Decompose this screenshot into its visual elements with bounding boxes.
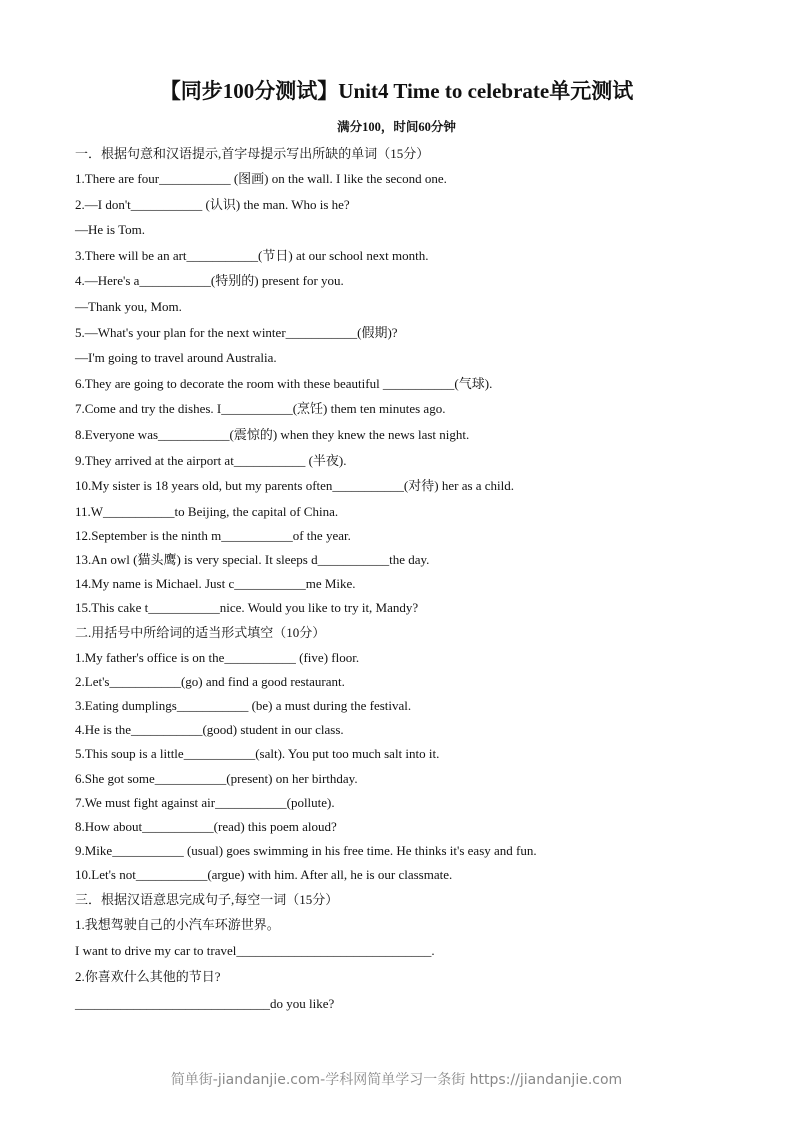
question-line: 12.September is the ninth m___________of the year. xyxy=(75,527,351,543)
question-line: 6.They are going to decorate the room with these beautiful ___________(气球). xyxy=(75,375,493,391)
question-line: 10.Let's not___________(argue) with him. After all, he is our classmate. xyxy=(75,867,453,883)
question-line: 13.An owl (猫头鹰) is very special. It sleeps d___________the day. xyxy=(75,552,430,568)
question-line: —Thank you, Mom. xyxy=(75,298,182,314)
question-line: 5.—What's your plan for the next winter___________(假期)? xyxy=(75,324,398,340)
question-line: 2.你喜欢什么其他的节日? xyxy=(75,969,221,985)
document-subtitle: 满分100，时间60分钟 xyxy=(337,120,456,134)
question-line: 1.我想驾驶自己的小汽车环游世界。 xyxy=(75,916,280,932)
question-line: 7.Come and try the dishes. I___________(烹饪) them ten minutes ago. xyxy=(75,401,446,417)
question-line: 1.There are four___________ (图画) on the wall. I like the second one. xyxy=(75,171,447,186)
question-line: 3.Eating dumplings___________ (be) a must during the festival. xyxy=(75,698,412,714)
section-2-heading: 二.用括号中所给词的适当形式填空（10分） xyxy=(75,624,326,640)
question-line: 15.This cake t___________nice. Would you like to try it, Mandy? xyxy=(75,600,419,616)
question-line: 5.This soup is a little___________(salt). You put too much salt into it. xyxy=(75,746,440,762)
question-line: 2.—I don't___________ (认识) the man. Who is he? xyxy=(75,196,350,212)
section-3-heading: 三．根据汉语意思完成句子,每空一词（15分） xyxy=(75,891,339,907)
watermark-footer: 简单街-jiandanjie.com-学科网简单学习一条街 https://jiandanjie.com xyxy=(170,1072,623,1088)
question-line: 8.Everyone was___________(震惊的) when they knew the news last night. xyxy=(75,426,470,442)
question-line: 8.How about___________(read) this poem aloud? xyxy=(75,818,337,834)
question-line: 14.My name is Michael. Just c___________me Mike. xyxy=(75,576,356,592)
question-line: 3.There will be an art___________(节日) at our school next month. xyxy=(75,247,429,263)
question-line: —I'm going to travel around Australia. xyxy=(75,350,277,366)
section-1-heading: 一．根据句意和汉语提示,首字母提示写出所缺的单词（15分） xyxy=(75,146,430,161)
question-line: 4.—Here's a___________(特别的) present for you. xyxy=(75,273,344,289)
document-body xyxy=(75,144,755,1020)
question-line: 10.My sister is 18 years old, but my parents often___________(对待) her as a child. xyxy=(75,478,515,494)
question-line: 6.She got some___________(present) on her birthday. xyxy=(75,770,358,786)
question-line: 9.Mike___________ (usual) goes swimming in his free time. He thinks it's easy and fun. xyxy=(75,843,537,859)
question-line: I want to drive my car to travel______________________________. xyxy=(75,942,435,958)
question-line: —He is Tom. xyxy=(75,222,145,238)
question-line: 9.They arrived at the airport at___________ (半夜). xyxy=(75,452,347,468)
question-line: 11.W___________to Beijing, the capital of China. xyxy=(75,503,339,519)
question-line: 1.My father's office is on the___________ (five) floor. xyxy=(75,649,360,665)
document-title: 【同步100分测试】Unit4 Time to celebrate单元测试 xyxy=(159,79,634,103)
question-line: 7.We must fight against air___________(pollute). xyxy=(75,794,335,810)
question-line: ______________________________do you like? xyxy=(75,995,335,1011)
question-line: 4.He is the___________(good) student in our class. xyxy=(75,722,344,738)
question-line: 2.Let's___________(go) and find a good restaurant. xyxy=(75,673,345,689)
